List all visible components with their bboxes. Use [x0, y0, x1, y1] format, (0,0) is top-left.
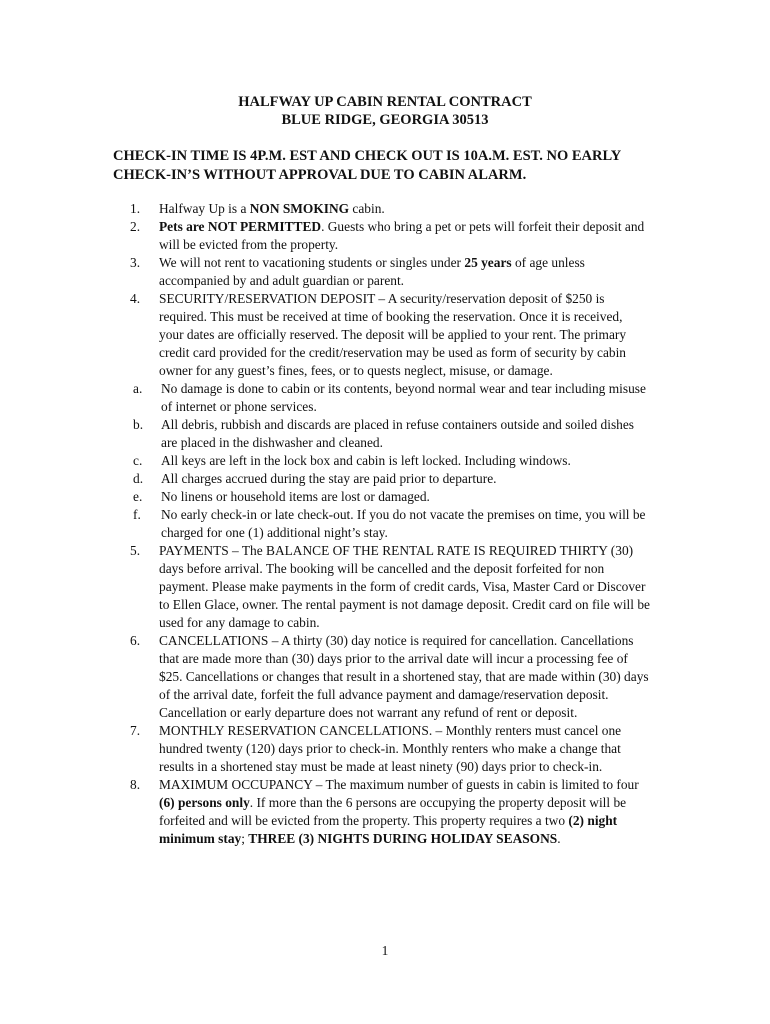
term-emphasis: (6) persons only [159, 795, 250, 810]
term-item-2 [130, 218, 650, 254]
term-emphasis: (2) night minimum stay [159, 813, 618, 846]
term-item-6 [130, 632, 650, 722]
subterm-letter: b. [133, 417, 144, 432]
term-number: 1. [130, 201, 141, 216]
subterm-text: All charges accrued during the stay are paid prior to departure. [161, 471, 497, 486]
subterm-text: No early check-in or late check-out. If you do not vacate the premises on time, you will be charged for one (1) additional night’s stay. [161, 507, 646, 540]
subterm-letter: f. [133, 507, 141, 522]
term-text: SECURITY/RESERVATION DEPOSIT – A security/reservation deposit of $250 is required. This must be received at time of booking the reservation. Once it is received, your dates are officially reserved. The deposit will be applied to your rent. The primary credit card provided for the credit/reservation may be used as form of security by cabin owner for any guest’s fines, fees, or to quests neglect, misuse, or damage. [159, 291, 627, 378]
term-emphasis: Pets are NOT PERMITTED [159, 219, 322, 234]
subterm-text: No linens or household items are lost or damaged. [161, 489, 430, 504]
contract-location: BLUE RIDGE, GEORGIA 30513 [281, 112, 489, 128]
term-number: 8. [130, 777, 141, 792]
term-item-7 [130, 722, 650, 776]
term-item-1 [130, 200, 650, 218]
term-number: 4. [130, 291, 141, 306]
term-number: 6. [130, 633, 141, 648]
term-emphasis: THREE (3) NIGHTS DURING HOLIDAY SEASONS [248, 831, 558, 846]
term-item-4 [130, 290, 650, 380]
term-number: 3. [130, 255, 141, 270]
subterm-letter: a. [133, 381, 143, 396]
term-text: Halfway Up is a [159, 201, 250, 216]
term-text: We will not rent to vacationing students or singles under [159, 255, 465, 270]
term-number: 7. [130, 723, 141, 738]
terms-list [130, 200, 650, 848]
subterm-text: No damage is done to cabin or its contents, beyond normal wear and tear including misuse of internet or phone services. [161, 381, 646, 414]
subterm-item-d [130, 470, 650, 488]
term-emphasis: 25 years [464, 255, 512, 270]
contract-title: HALFWAY UP CABIN RENTAL CONTRACT [238, 94, 532, 110]
term-item-8 [130, 776, 650, 848]
subterm-item-f [130, 506, 650, 542]
term-text: . [557, 831, 561, 846]
term-number: 5. [130, 543, 141, 558]
subterm-letter: d. [133, 471, 144, 486]
term-text: CANCELLATIONS – A thirty (30) day notice is required for cancellation. Cancellations that are made more than (30) days prior to the arrival date will incur a processing fee of $25. Cancellations or changes that result in a shortened stay, that are made within (30) days of the arrival date, forfeit the full advance payment and damage/reservation deposit. Cancellation or early departure does not warrant any refund of rent or deposit. [159, 633, 649, 720]
term-text: . If more than the 6 persons are occupying the property deposit will be forfeited and will be evicted from the property. This property requires a two [159, 795, 627, 828]
term-text: . Guests who bring a pet or pets will forfeit their deposit and will be evicted from the property. [159, 219, 645, 252]
subterm-item-a [130, 380, 650, 416]
notice-line-1: CHECK-IN TIME IS 4P.M. EST AND CHECK OUT IS 10A.M. EST. NO EARLY [113, 148, 622, 164]
term-item-5 [130, 542, 650, 632]
term-item-3 [130, 254, 650, 290]
term-number: 2. [130, 219, 141, 234]
term-text: cabin. [349, 201, 385, 216]
subterm-letter: e. [133, 489, 143, 504]
term-text: PAYMENTS – The BALANCE OF THE RENTAL RATE IS REQUIRED THIRTY (30) days before arrival. The booking will be cancelled and the deposit forfeited for non payment. Please make payments in the form of credit cards, Visa, Master Card or Discover to Ellen Glace, owner. The rental payment is not damage deposit. Credit card on file will be used for any damage to cabin. [159, 543, 650, 630]
checkin-notice [113, 147, 673, 185]
subterm-item-c [130, 452, 650, 470]
subterm-item-b [130, 416, 650, 452]
term-text: MONTHLY RESERVATION CANCELLATIONS. – Monthly renters must cancel one hundred twenty (120) days prior to check-in. Monthly renters who make a change that results in a shortened stay must be made at least ninety (90) days prior to check-in. [159, 723, 622, 774]
term-text: of age unless accompanied by and adult guardian or parent. [159, 255, 585, 288]
subterm-text: All keys are left in the lock box and cabin is left locked. Including windows. [161, 453, 571, 468]
subterm-letter: c. [133, 453, 143, 468]
subterm-item-e [130, 488, 650, 506]
page-number: 1 [381, 943, 389, 958]
term-text: MAXIMUM OCCUPANCY – The maximum number of guests in cabin is limited to four [159, 777, 639, 792]
subterm-text: All debris, rubbish and discards are placed in refuse containers outside and soiled dishes are placed in the dishwasher and cleaned. [161, 417, 635, 450]
term-emphasis: NON SMOKING [249, 201, 350, 216]
term-text: ; [241, 831, 249, 846]
notice-line-2: CHECK-IN’S WITHOUT APPROVAL DUE TO CABIN ALARM. [113, 167, 527, 183]
